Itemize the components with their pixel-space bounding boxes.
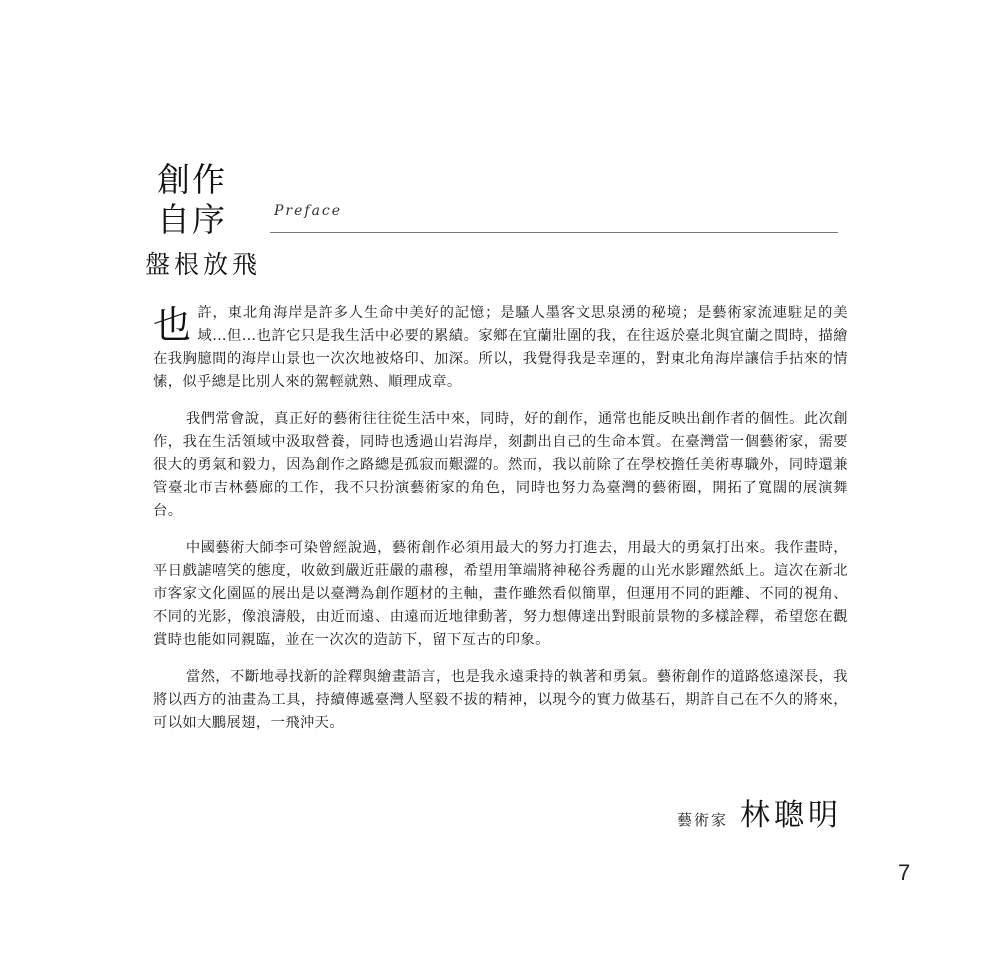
page-number: 7	[898, 860, 911, 885]
title-rule	[270, 232, 838, 233]
title-block	[157, 160, 227, 240]
paragraph-3: 中國藝術大師李可染曾經說過，藝術創作必須用最大的努力打進去，用最大的勇氣打出來。我作畫時，平日戲謔嘻笑的態度，收斂到嚴近莊嚴的肅穆，希望用筆端將神秘谷秀麗的山光水影躍然紙上。這次在新北市客家文化園區的展出是以臺灣為創作題材的主軸，畫作雖然看似簡單，但運用不同的距離、不同的視角、不同的光影，像浪濤般，由近而遠、由遠而近地律動著，努力想傳達出對眼前景物的多樣詮釋，希望您在觀賞時也能如同親臨，並在一次次的造訪下，留下亙古的印象。	[153, 540, 848, 648]
dropcap: 也	[153, 303, 192, 347]
paragraph-1	[153, 302, 848, 394]
signature-role: 藝術家	[676, 811, 728, 829]
paragraph-4: 當然，不斷地尋找新的詮釋與繪畫語言，也是我永遠秉持的執著和勇氣。藝術創作的道路悠遠深長，我將以西方的油畫為工具，持續傳遞臺灣人堅毅不拔的精神，以現今的實力做基石，期許自己在不久的將來，可以如大鵬展翅，一飛沖天。	[153, 669, 848, 731]
subtitle: 盤根放飛	[145, 250, 262, 279]
title-line-1: 創作	[157, 160, 227, 199]
signature-name: 林聰明	[740, 798, 842, 833]
paragraph-1-text: 許，東北角海岸是許多人生命中美好的記憶；是騷人墨客文思泉湧的秘境；是藝術家流連駐足的美域…但…也許它只是我生活中必要的累績。家鄉在宜蘭壯圍的我，在往返於臺北與宜蘭之間時，描繪在我胸臆間的海岸山景也一次次地被烙印、加深。所以，我覺得我是幸運的，對東北角海岸讓信手拈來的情愫，似乎總是比別人來的駕輕就熟、順理成章。	[153, 305, 848, 390]
paragraph-2: 我們常會說，真正好的藝術往往從生活中來，同時，好的創作，通常也能反映出創作者的個性。此次創作，我在生活領域中汲取營養，同時也透過山岩海岸，刻劃出自己的生命本質。在臺灣當一個藝術家，需要很大的勇氣和毅力，因為創作之路總是孤寂而艱澀的。然而，我以前除了在學校擔任美術專職外，同時還兼管臺北市吉林藝廊的工作，我不只扮演藝術家的角色，同時也努力為臺灣的藝術圈，開拓了寬闊的展演舞台。	[153, 411, 848, 519]
preface-label: Preface	[274, 203, 343, 219]
signature	[677, 790, 842, 834]
body-text	[153, 302, 848, 749]
title-line-2: 自序	[157, 200, 227, 239]
